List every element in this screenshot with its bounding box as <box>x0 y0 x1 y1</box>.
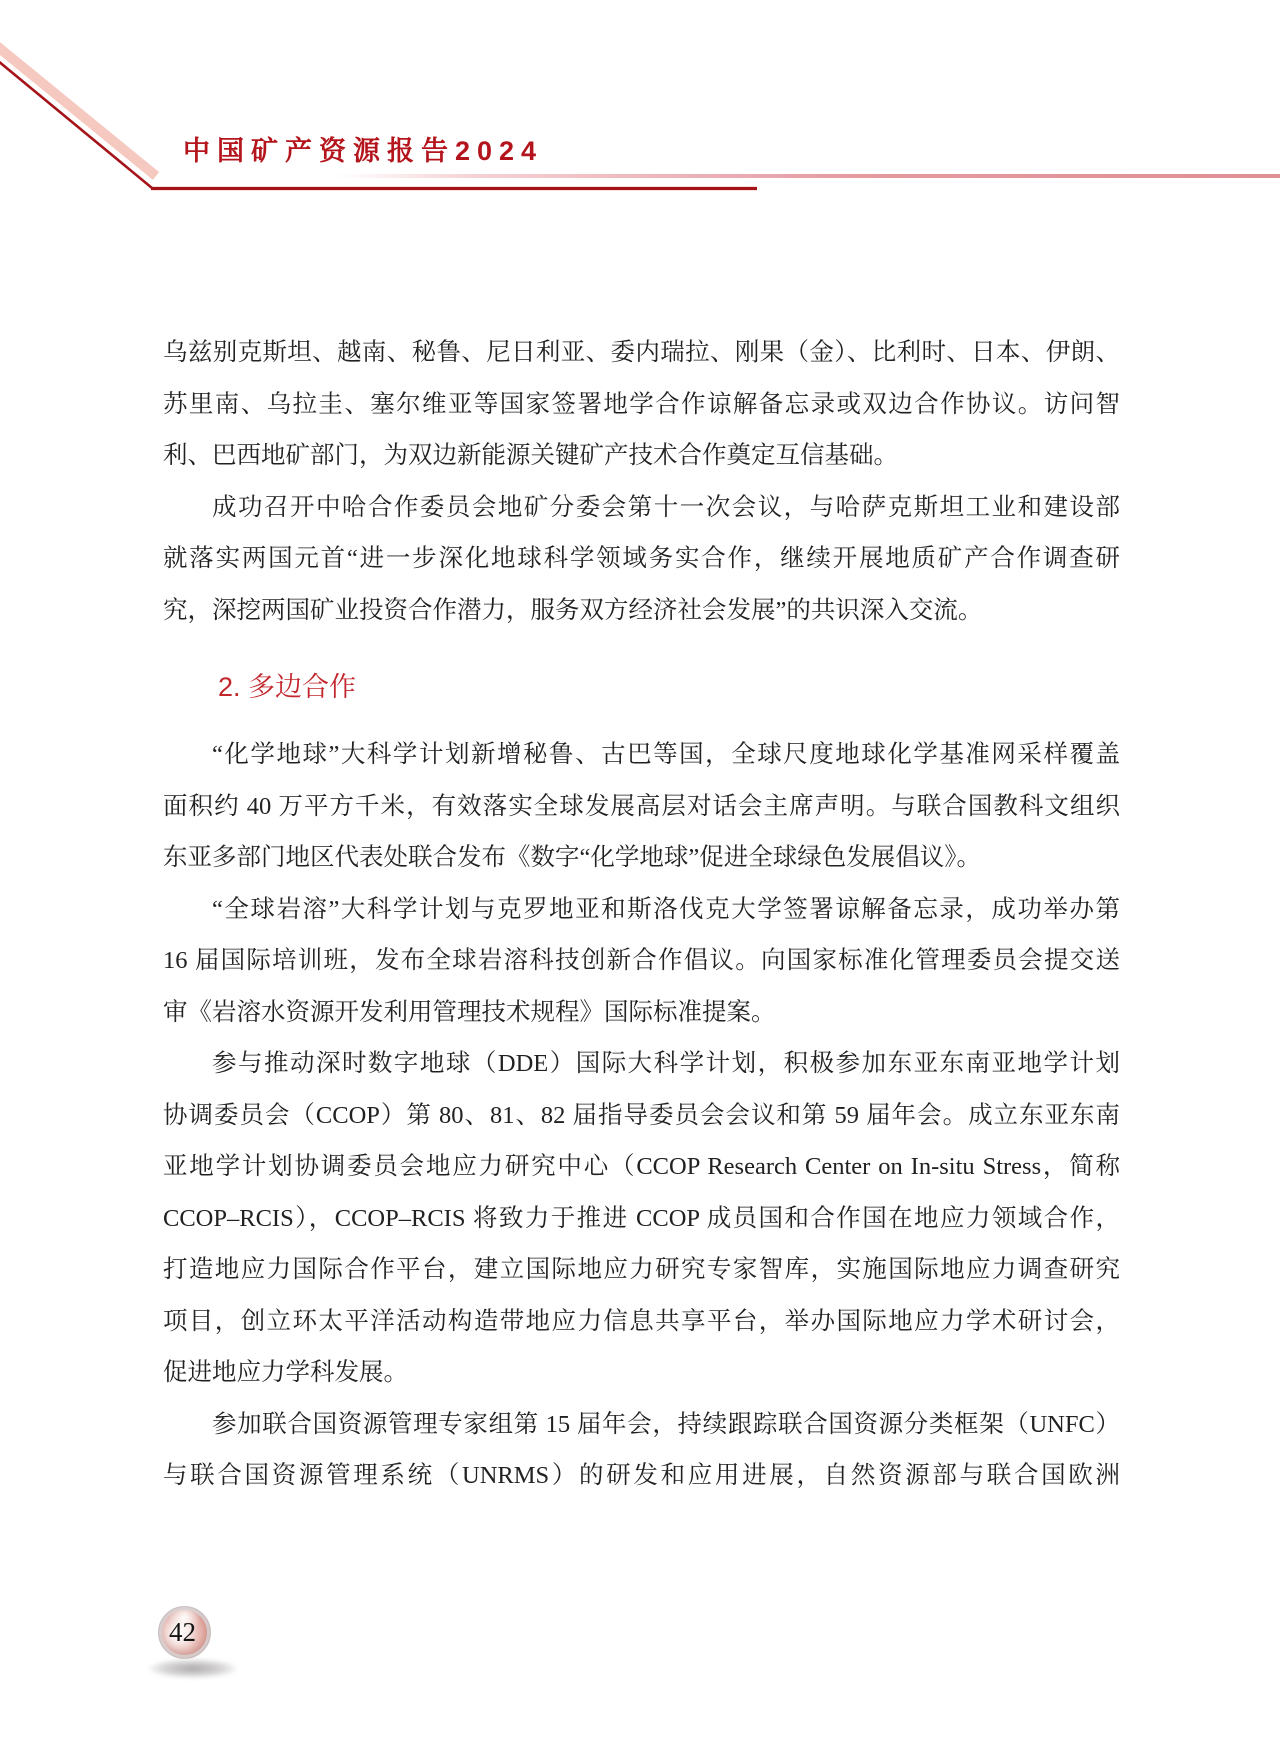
text-line: 与联合国资源管理系统（UNRMS）的研发和应用进展，自然资源部与联合国欧洲 <box>163 1462 1120 1489</box>
page-number-ball <box>158 1606 211 1659</box>
text-line: “全球岩溶”大科学计划与克罗地亚和斯洛伐克大学签署谅解备忘录，成功举办第 <box>212 895 1120 923</box>
header-pink-rule <box>336 174 1280 178</box>
text-line: 协调委员会（CCOP）第 80、81、82 届指导委员会会议和第 59 届年会。成立东亚东南 <box>163 1101 1120 1129</box>
text-line: 面积约 40 万平方千米，有效落实全球发展高层对话会主席声明。与联合国教科文组织 <box>163 792 1120 820</box>
text-line: 苏里南、乌拉圭、塞尔维亚等国家签署地学合作谅解备忘录或双边合作协议。访问智 <box>163 390 1120 418</box>
text-line: 成功召开中哈合作委员会地矿分委会第十一次会议，与哈萨克斯坦工业和建设部 <box>212 493 1120 521</box>
text-line: 究，深挖两国矿业投资合作潜力，服务双方经济社会发展”的共识深入交流。 <box>163 596 983 624</box>
dark-red-diagonal-line <box>0 56 152 188</box>
text-line: 利、巴西地矿部门，为双边新能源关键矿产技术合作奠定互信基础。 <box>163 442 898 469</box>
header-diagonal-decoration <box>0 0 800 200</box>
text-line: 打造地应力国际合作平台，建立国际地应力研究专家智库，实施国际地应力调查研究 <box>163 1256 1120 1283</box>
text-line: 项目，创立环太平洋活动构造带地应力信息共享平台，举办国际地应力学术研讨会， <box>163 1307 1120 1335</box>
text-line: 16 届国际培训班，发布全球岩溶科技创新合作倡议。向国家标准化管理委员会提交送 <box>163 947 1120 974</box>
text-line: CCOP–RCIS），CCOP–RCIS 将致力于推进 CCOP 成员国和合作国在地应力领域合作， <box>163 1204 1120 1232</box>
text-line: 乌兹别克斯坦、越南、秘鲁、尼日利亚、委内瑞拉、刚果（金）、比利时、日本、伊朗、 <box>163 339 1120 366</box>
pink-diagonal-band <box>0 42 156 176</box>
section-heading: 2. 多边合作 <box>218 672 357 702</box>
page-number-ball-shadow <box>149 1659 237 1678</box>
text-line: 促进地应力学科发展。 <box>163 1359 408 1386</box>
text-line: 参加联合国资源管理专家组第 15 届年会，持续跟踪联合国资源分类框架（UNFC） <box>212 1410 1120 1438</box>
text-line: “化学地球”大科学计划新增秘鲁、古巴等国，全球尺度地球化学基准网采样覆盖 <box>212 741 1120 768</box>
page-title: 中国矿产资源报告2024 <box>183 136 544 166</box>
text-line: 亚地学计划协调委员会地应力研究中心（CCOP Research Center on In-situ Stress，简称 <box>163 1153 1120 1180</box>
page-number: 42 <box>169 1617 196 1647</box>
text-line: 就落实两国元首“进一步深化地球科学领域务实合作，继续开展地质矿产合作调查研 <box>163 545 1120 572</box>
text-line: 审《岩溶水资源开发利用管理技术规程》国际标准提案。 <box>163 998 776 1026</box>
text-line: 东亚多部门地区代表处联合发布《数字“化学地球”促进全球绿色发展倡议》。 <box>163 844 981 871</box>
body-text <box>163 327 1120 1502</box>
text-line: 参与推动深时数字地球（DDE）国际大科学计划，积极参加东亚东南亚地学计划 <box>212 1050 1120 1077</box>
